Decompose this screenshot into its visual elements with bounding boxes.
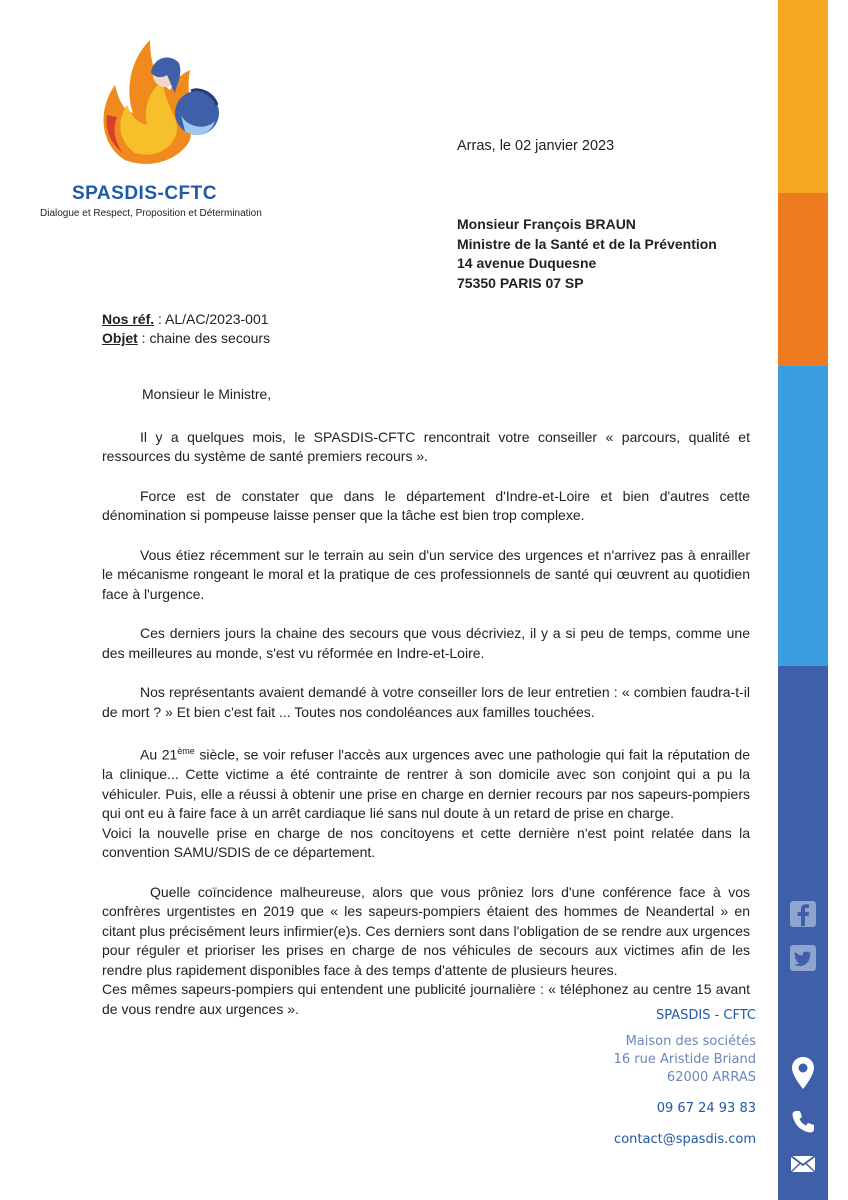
recipient-street: 14 avenue Duquesne — [457, 255, 597, 271]
paragraph-2: Force est de constater que dans le département d'Indre-et-Loire et bien d'autres cette dénomination si pompeuse laisse penser que la tâche est bien trop complexe. — [102, 487, 750, 523]
paragraph-6 — [102, 742, 750, 824]
recipient-block — [457, 215, 717, 293]
recipient-title: Ministre de la Santé et de la Prévention — [457, 235, 717, 252]
side-color-band — [778, 0, 828, 1200]
sender-address-2: 16 rue Aristide Briand — [613, 1052, 756, 1067]
sender-phone: 09 67 24 93 83 — [656, 1101, 756, 1116]
brand-name: SPASDIS-CFTC — [72, 183, 217, 204]
ref-label: Nos réf. — [102, 311, 155, 327]
reference-block — [102, 310, 270, 348]
recipient-city: 75350 PARIS 07 SP — [457, 274, 584, 291]
band-light-blue — [778, 366, 828, 666]
subject-value: : chaine des secours — [137, 330, 271, 346]
sender-address-1: Maison des sociétés — [625, 1034, 756, 1049]
sender-email[interactable]: contact@spasdis.com — [614, 1132, 756, 1147]
brand-tagline: Dialogue et Respect, Proposition et Détermination — [40, 208, 262, 219]
ref-value: : AL/AC/2023-001 — [154, 311, 269, 327]
paragraph-9: Ces mêmes sapeurs-pompiers qui entendent une publicité journalière : « téléphonez au centre 15 avant de vous rendre aux urgences ». — [102, 981, 750, 1017]
sender-address-3: 62000 ARRAS — [666, 1070, 756, 1085]
mail-icon — [789, 1150, 817, 1178]
paragraph-7: Voici la nouvelle prise en charge de nos concitoyens et cette dernière n'est point relatée dans la convention SAMU/SDIS de ce département. — [102, 824, 750, 861]
letter-date: Arras, le 02 janvier 2023 — [457, 138, 615, 154]
band-orange — [778, 193, 828, 366]
facebook-icon[interactable] — [789, 900, 817, 928]
paragraph-1: Il y a quelques mois, le SPASDIS-CFTC rencontrait votre conseiller « parcours, qualité et ressources du système de santé premiers recours ». — [102, 428, 750, 464]
paragraph-4: Ces derniers jours la chaine des secours que vous décriviez, il y a si peu de temps, comme une des meilleures au monde, s'est vu réformée en Indre-et-Loire. — [102, 625, 750, 661]
spasdis-logo — [95, 35, 235, 175]
sender-org: SPASDIS - CFTC — [655, 1008, 756, 1023]
paragraph-5: Nos représentants avaient demandé à votre conseiller lors de leur entretien : « combien faudra-t-il de mort ? » Et bien c'est fait ... Toutes nos condoléances aux familles touchées. — [102, 684, 750, 720]
p6-sup: ème — [177, 746, 195, 756]
location-pin-icon — [789, 1055, 817, 1091]
sender-block — [614, 1008, 756, 1147]
letter-body — [102, 385, 750, 1039]
salutation: Monsieur le Ministre, — [142, 386, 272, 402]
phone-icon — [789, 1108, 817, 1136]
recipient-name: Monsieur François BRAUN — [457, 216, 636, 232]
band-yellow — [778, 0, 828, 193]
p6-pre: Au 21 — [140, 746, 178, 763]
paragraph-3: Vous étiez récemment sur le terrain au sein d'un service des urgences et n'arrivez pas à enrailler le mécanisme rongeant le moral et la pratique de ces professionnels de santé qui œuvrent au quotidien face à l'urgence. — [102, 546, 750, 602]
p6-post: siècle, se voir refuser l'accès aux urgences avec une pathologie qui fait la réputation de la clinique... Cette victime a été contrainte de rentrer à son domicile avec son conjoint qui a pu la véhiculer. Puis, elle a réussi à obtenir une prise en charge en dernier recours par nos sapeurs-pompiers qui ont eu à faire face à un arrêt cardiaque lié sans nul doute à un retard de prise en charge. — [102, 746, 750, 822]
paragraph-8: Quelle coïncidence malheureuse, alors que vous prôniez lors d'une conférence face à vos confrères urgentistes en 2019 que « les sapeurs-pompiers étaient des hommes de Neandertal » en citant plus précisément leurs infirmier(e)s. Ces derniers sont dans l'obligation de se rendre aux urgences pour réguler et prioriser les prises en charge de nos véhicules de secours aux victimes afin de les rendre plus rapidement disponibles face à des temps d'attente de plusieurs heures. — [102, 883, 750, 978]
twitter-icon[interactable] — [789, 944, 817, 972]
subject-label: Objet — [102, 330, 138, 346]
